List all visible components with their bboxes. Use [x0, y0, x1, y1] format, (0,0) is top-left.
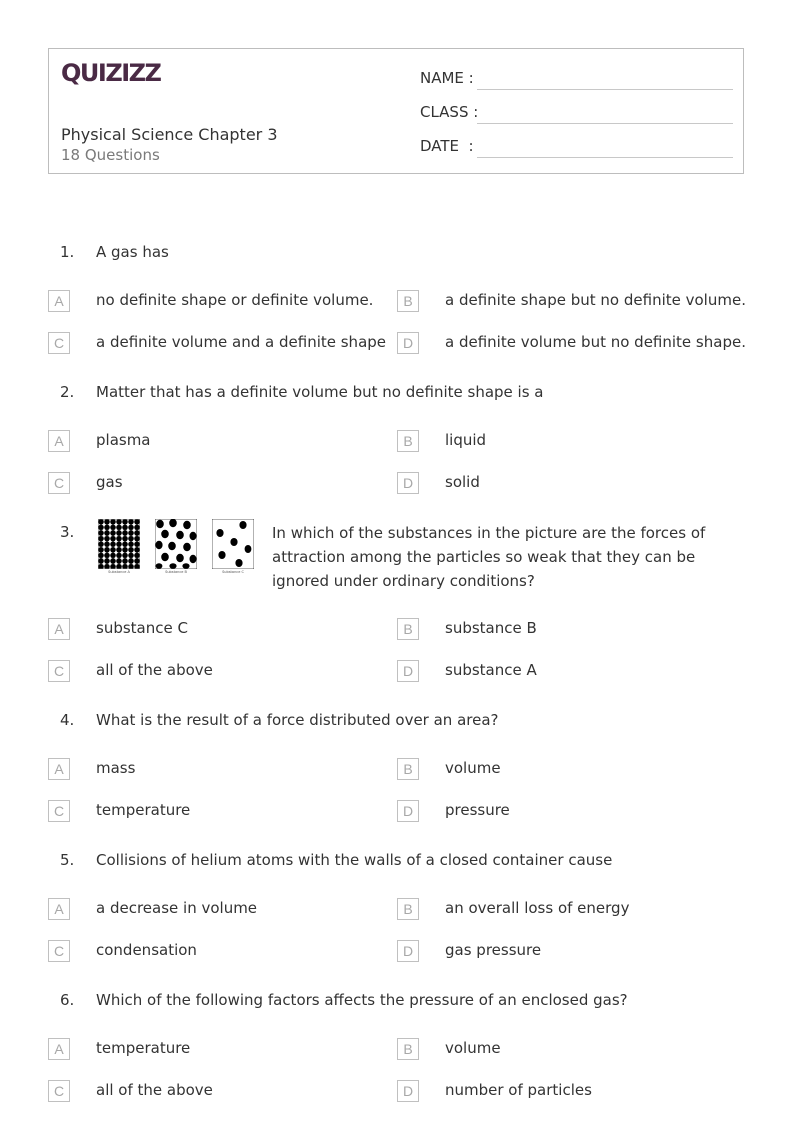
option-text: substance A — [445, 661, 537, 679]
option-text: a definite shape but no definite volume. — [445, 291, 746, 309]
date-line[interactable] — [477, 157, 733, 158]
option-letter-box: D — [397, 1080, 419, 1102]
question-number: 2. — [60, 383, 75, 401]
worksheet-title: Physical Science Chapter 3 — [61, 125, 278, 144]
quizizz-logo: QUIZIZZ — [61, 59, 161, 87]
option-text: a definite volume and a definite shape — [96, 333, 387, 351]
substance-b-figure — [155, 519, 197, 574]
name-line[interactable] — [477, 89, 733, 90]
option-letter-box: B — [397, 290, 419, 312]
option-text: pressure — [445, 801, 510, 819]
question-text: In which of the substances in the picture are the forces of attraction among the particles so weak that they can be ignored under ordinary conditions? — [272, 524, 706, 590]
substance-b-diagram — [155, 519, 197, 569]
option-text: an overall loss of energy — [445, 899, 630, 917]
option-letter-box: D — [397, 660, 419, 682]
option-letter-box: D — [397, 472, 419, 494]
option-letter-box: D — [397, 800, 419, 822]
option-text: volume — [445, 1039, 501, 1057]
substance-b-caption: Substance B — [165, 570, 187, 574]
substance-c-caption: Substance C — [222, 570, 244, 574]
question-number: 6. — [60, 991, 75, 1009]
option-letter-box: B — [397, 758, 419, 780]
option-letter-box: B — [397, 618, 419, 640]
option-letter-box: A — [48, 1038, 70, 1060]
option-text: substance B — [445, 619, 537, 637]
option-text: temperature — [96, 1039, 191, 1057]
option-letter-box: A — [48, 898, 70, 920]
option-letter-box: A — [48, 290, 70, 312]
option-letter-box: D — [397, 940, 419, 962]
option-letter-box: C — [48, 800, 70, 822]
option-text: condensation — [96, 941, 197, 959]
question-number: 1. — [60, 243, 75, 261]
option-text: temperature — [96, 801, 191, 819]
question-number: 4. — [60, 711, 75, 729]
option-text: number of particles — [445, 1081, 592, 1099]
question-text: Which of the following factors affects the pressure of an enclosed gas? — [96, 991, 628, 1009]
option-text: all of the above — [96, 1081, 213, 1099]
question-text: A gas has — [96, 243, 169, 261]
option-text: all of the above — [96, 661, 213, 679]
option-text: substance C — [96, 619, 188, 637]
substance-a-caption: Substance A — [108, 570, 130, 574]
option-text: mass — [96, 759, 136, 777]
substance-c-figure — [212, 519, 254, 574]
option-text: volume — [445, 759, 501, 777]
option-letter-box: C — [48, 940, 70, 962]
question-text: Matter that has a definite volume but no definite shape is a — [96, 383, 544, 401]
option-letter-box: B — [397, 898, 419, 920]
option-text: a decrease in volume — [96, 899, 258, 917]
class-line[interactable] — [477, 123, 733, 124]
question-count: 18 Questions — [61, 146, 160, 164]
option-text: plasma — [96, 431, 151, 449]
substance-a-diagram — [98, 519, 140, 569]
date-label: DATE : — [420, 137, 474, 155]
question-number: 3. — [60, 523, 75, 541]
option-letter-box: A — [48, 758, 70, 780]
option-text: gas — [96, 473, 123, 491]
class-label: CLASS : — [420, 103, 479, 121]
substance-a-figure — [98, 519, 140, 574]
option-letter-box: C — [48, 660, 70, 682]
substance-c-diagram — [212, 519, 254, 569]
option-letter-box: B — [397, 430, 419, 452]
option-text: a definite volume but no definite shape. — [445, 333, 746, 351]
question-text: Collisions of helium atoms with the walls of a closed container cause — [96, 851, 613, 869]
option-letter-box: A — [48, 618, 70, 640]
option-letter-box: D — [397, 332, 419, 354]
option-letter-box: A — [48, 430, 70, 452]
option-letter-box: C — [48, 472, 70, 494]
worksheet-header — [48, 48, 744, 174]
option-text: liquid — [445, 431, 487, 449]
question-text: What is the result of a force distributed over an area? — [96, 711, 499, 729]
option-text: gas pressure — [445, 941, 542, 959]
name-label: NAME : — [420, 69, 474, 87]
option-letter-box: B — [397, 1038, 419, 1060]
option-text: no definite shape or definite volume. — [96, 291, 374, 309]
option-text: solid — [445, 473, 480, 491]
option-letter-box: C — [48, 1080, 70, 1102]
option-letter-box: C — [48, 332, 70, 354]
question-number: 5. — [60, 851, 75, 869]
